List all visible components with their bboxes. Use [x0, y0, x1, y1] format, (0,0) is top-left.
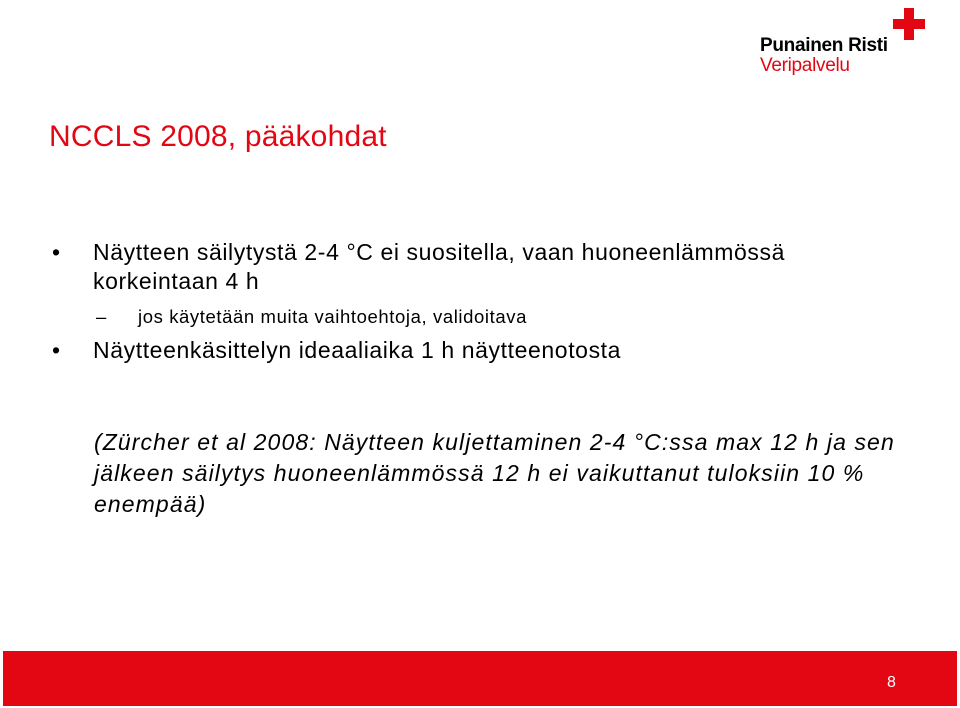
- slide-title: NCCLS 2008, pääkohdat: [49, 120, 387, 153]
- bullet-item: [52, 238, 912, 296]
- logo-subtitle: Veripalvelu: [760, 55, 850, 76]
- sub-bullet-marker: –: [96, 306, 107, 327]
- bullet-list: [52, 238, 912, 365]
- page-number: 8: [887, 674, 896, 691]
- bullet-marker: •: [52, 337, 61, 363]
- citation-note: (Zürcher et al 2008: Näytteen kuljettaminen 2-4 °C:ssa max 12 h ja sen jälkeen säilytys huoneenlämmössä 12 h ei vaikuttanut tuloksiin 10 % enempää): [94, 429, 895, 517]
- bullet-marker: •: [52, 239, 61, 265]
- footer-bar: [3, 651, 957, 706]
- brand-logo: [760, 36, 888, 76]
- sub-bullet-item: [52, 304, 912, 330]
- red-cross-icon: [893, 8, 925, 40]
- sub-bullet-text: jos käytetään muita vaihtoehtoja, validoitava: [138, 306, 527, 327]
- bullet-text: Näytteenkäsittelyn ideaaliaika 1 h näytteenotosta: [93, 337, 622, 363]
- bullet-item: [52, 336, 912, 365]
- bullet-text: Näytteen säilytystä 2-4 °C ei suositella, vaan huoneenlämmössä korkeintaan 4 h: [93, 239, 786, 294]
- cross-horizontal-bar: [893, 19, 925, 29]
- logo-name: Punainen Risti: [760, 35, 888, 56]
